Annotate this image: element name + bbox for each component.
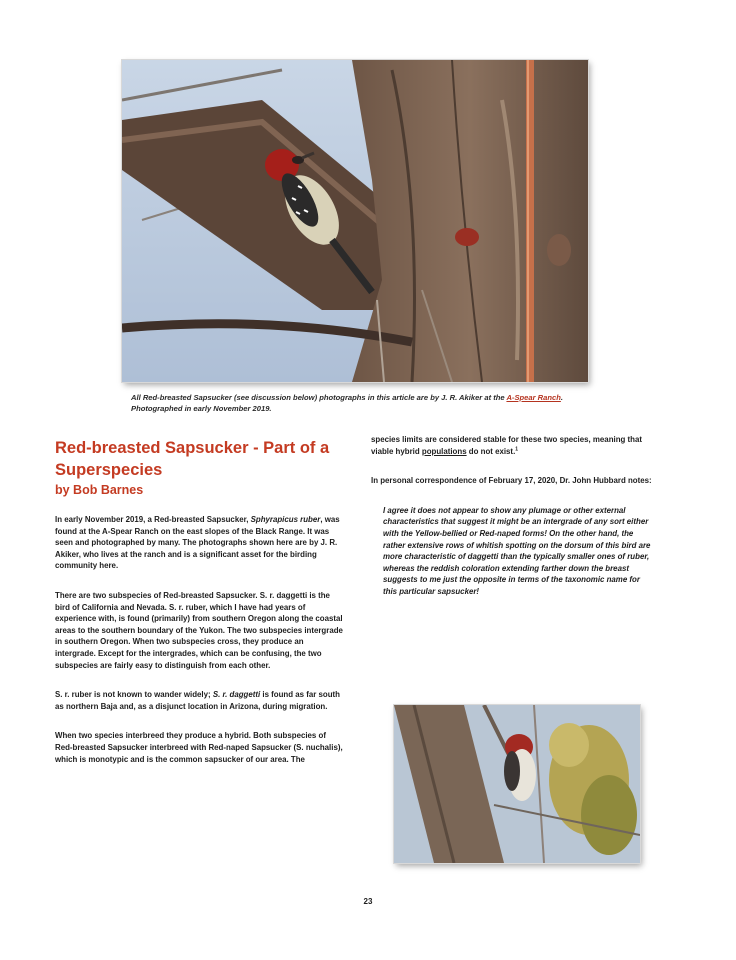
caption-text-1: All Red-breasted Sapsucker (see discussion below) photographs in this article are by J. R. Akiker at the (131, 393, 507, 402)
paragraph-intro (55, 514, 343, 572)
paragraph-species-limits-text-b: do not exist. (466, 446, 516, 456)
article-title: Red-breasted Sapsucker - Part of a Superspecies (55, 439, 330, 479)
paragraph-correspondence: In personal correspondence of February 17, 2020, Dr. John Hubbard notes: (371, 476, 652, 486)
paragraph-range-text-a: S. r. ruber is not known to wander widely; (55, 690, 213, 700)
page-number: 23 (363, 897, 373, 906)
species-name: Sphyrapicus ruber (250, 515, 321, 524)
left-column (55, 514, 343, 783)
subspecies-name: S. r. daggetti (212, 690, 261, 700)
right-column (371, 434, 655, 612)
photo-caption (131, 392, 601, 414)
paragraph-subspecies: There are two subspecies of Red-breasted Sapsucker. S. r. daggetti is the bird of California and Nevada. S. r. ruber, which I have had years of experience with, is found (primarily) from southern Oregon along the coastal areas to the southern boundary of the Yukon. The two subspecies intergrade in southern Oregon. When two subspecies cross, they produce an intergrade. Except for the intergrades, which can be confusing, the two subspecies are fairly easy to distinguish from each other. (55, 590, 343, 670)
paragraph-intro-text-a: In early November 2019, a Red-breasted Sapsucker, (55, 515, 251, 524)
hubbard-quote: I agree it does not appear to show any plumage or other external characteristics that suggest it might be an intergrade of any sort either with the Yellow-bellied or Red-naped forms! On the other hand, the rather extensive rows of whitish spotting on the dorsum of this bird are more characteristic of daggetti than the typically smaller ones of ruber, whereas the reddish coloration extending farther down the breast suggests to me just the opposite in terms of the taxonomic name for this particular sapsucker! (383, 505, 651, 596)
footnote-marker[interactable]: 1 (515, 445, 519, 452)
paragraph-species-limits (371, 434, 655, 457)
sapsucker-photo-small-icon (394, 705, 640, 863)
sapsucker-photo-main (122, 60, 588, 382)
paragraph-species-limits-text-a: species limits are considered stable for these two species, meaning that viable hybrid (371, 435, 643, 456)
paragraph-hybrid: When two species interbreed they produce a hybrid. Both subspecies of Red-breasted Sapsucker interbreed with Red-naped Sapsucker (S. nuchalis), which is monotypic and is the common sapsucker of our area. The (55, 731, 343, 764)
paragraph-range (55, 689, 343, 712)
article-byline: by Bob Barnes (55, 483, 144, 497)
paragraph-intro-text-b: , was found at the A-Spear Ranch on the east slopes of the Black Range. It was seen and photographed by many. The photographs shown here are by J. R. Akiker, who lives at the ranch and is a significant asset for the birding community here. (55, 515, 340, 571)
sapsucker-photo-icon (122, 60, 588, 382)
a-spear-ranch-link[interactable]: A-Spear Ranch (506, 393, 561, 402)
paragraph-range-text-b: is found as far south as northern Baja and, as a disjunct location in Arizona, during migration. (55, 690, 340, 711)
caption-text-2: . Photographed in early November 2019. (131, 393, 563, 413)
sapsucker-photo-secondary (394, 705, 640, 863)
populations-link[interactable]: populations (421, 446, 467, 456)
